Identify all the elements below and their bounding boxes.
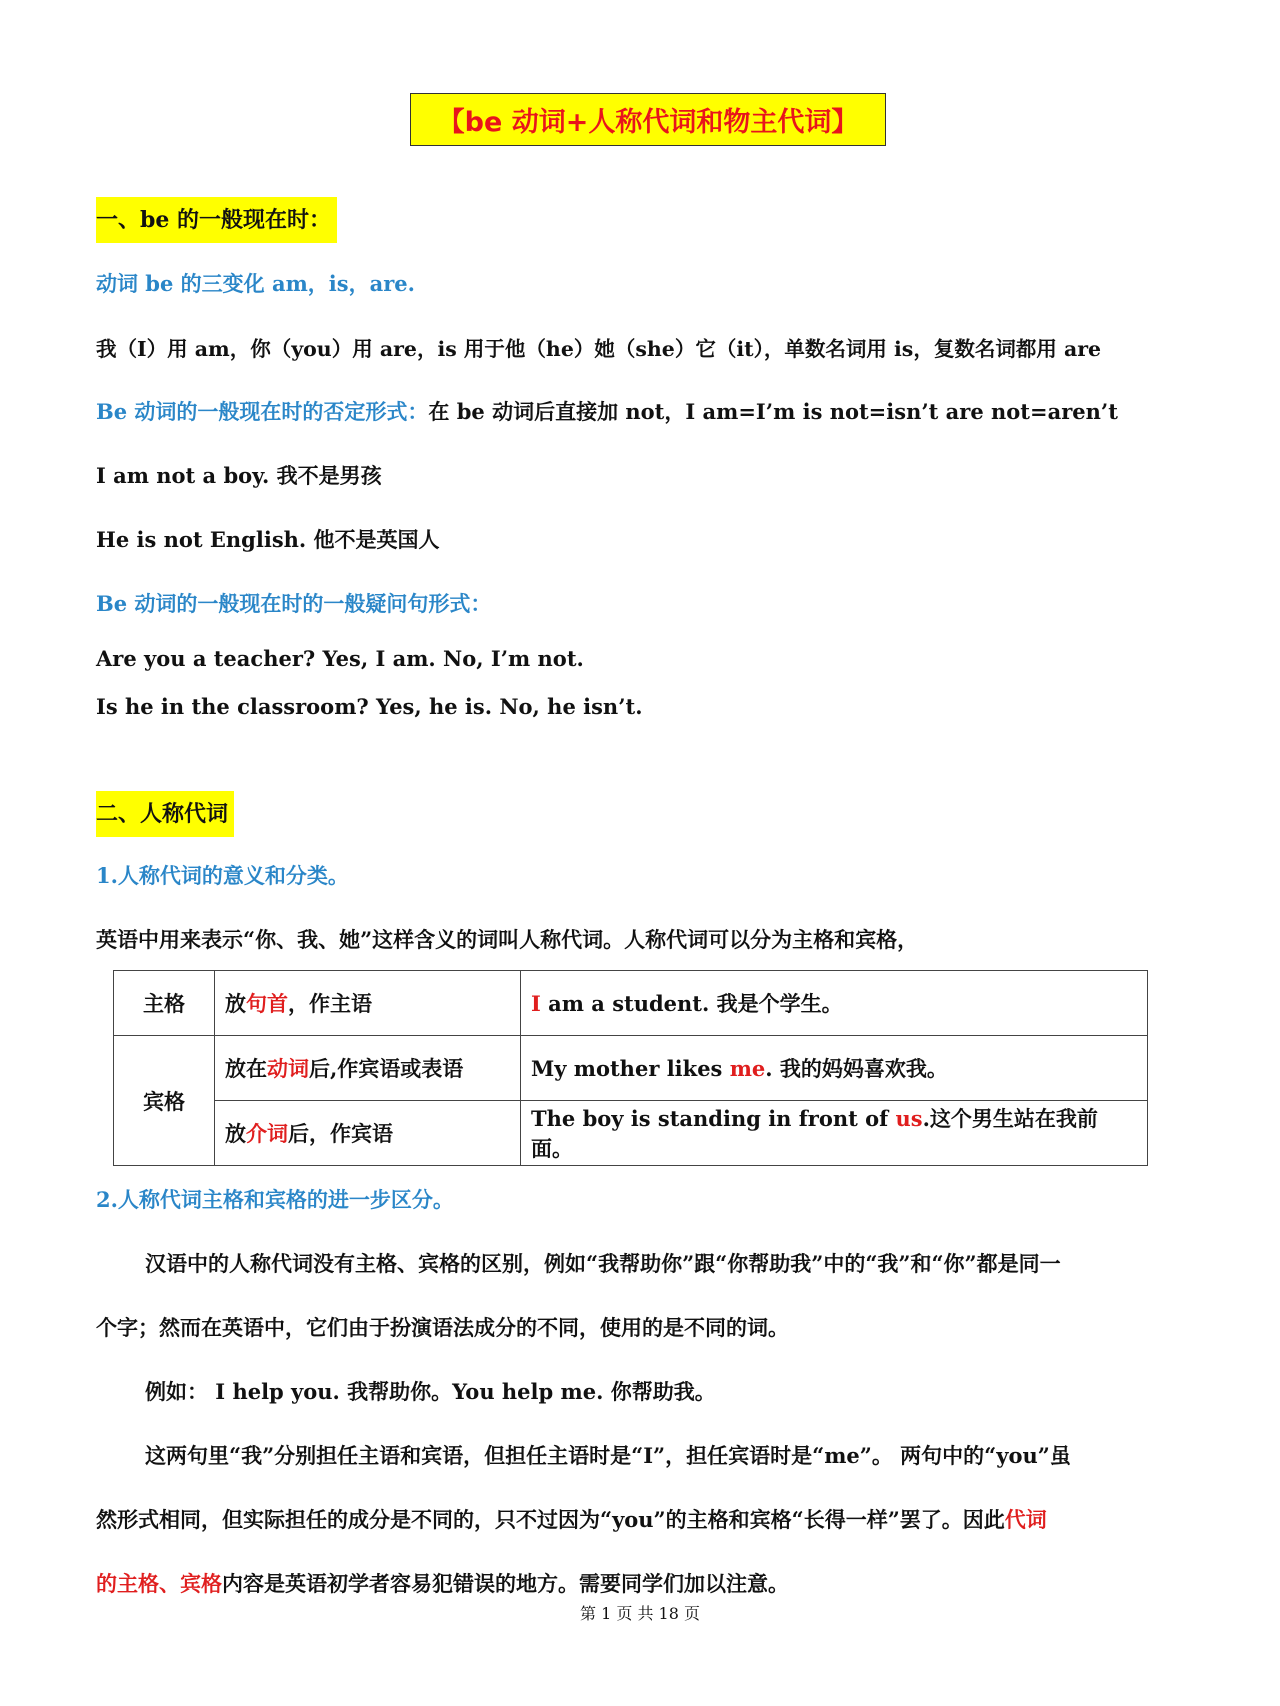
example-text: My mother likes xyxy=(531,1056,730,1081)
paragraph-emphasis: 的主格、宾格 xyxy=(96,1571,222,1596)
page-title: 【be 动词+人称代词和物主代词】 xyxy=(410,93,886,146)
section2-sub1: 1.人称代词的意义和分类。 xyxy=(96,863,349,888)
usage-text: 后,作宾语或表语 xyxy=(309,1056,464,1081)
page-footer: 第 1 页 共 18 页 xyxy=(580,1604,700,1623)
example-pronoun: me xyxy=(729,1056,766,1081)
example-cell xyxy=(521,971,1148,1036)
section2-heading xyxy=(96,797,234,828)
question-label: Be 动词的一般现在时的一般疑问句形式： xyxy=(96,591,492,616)
usage-text: ，作主语 xyxy=(288,991,372,1016)
negative-label: Be 动词的一般现在时的否定形式： xyxy=(96,399,429,424)
section2-intro: 英语中用来表示“你、我、她”这样含义的词叫人称代词。人称代词可以分为主格和宾格， xyxy=(96,927,919,952)
section1-example1: I am not a boy. 我不是男孩 xyxy=(96,463,382,488)
table-row xyxy=(114,971,1148,1036)
example-pronoun: I xyxy=(531,991,541,1016)
section1-rule: 我（I）用 am，你（you）用 are，is 用于他（he）她（she）它（it），单数名词用 is，复数名词都用 are xyxy=(96,337,1102,361)
paragraph3-line1: 这两句里“我”分别担任主语和宾语，但担任主语时是“I”，担任宾语时是“me”。 两句中的“you”虽 xyxy=(145,1443,1071,1468)
paragraph-emphasis: 代词 xyxy=(1004,1507,1047,1532)
table-row xyxy=(114,1101,1148,1166)
section1-example2: He is not English. 他不是英国人 xyxy=(96,527,440,552)
negative-text: 在 be 动词后直接加 not，I am=I’m is not=isn’t are not=aren’t xyxy=(428,399,1118,424)
section1-sub1: 动词 be 的三变化 am，is，are. xyxy=(96,271,415,296)
usage-cell xyxy=(215,1101,521,1166)
usage-text: 放 xyxy=(225,1121,246,1146)
section1-negative xyxy=(96,396,1118,426)
nominative-cell: 主格 xyxy=(114,971,215,1036)
usage-keyword: 句首 xyxy=(246,991,288,1016)
section1-heading xyxy=(96,203,337,234)
usage-cell xyxy=(215,971,521,1036)
paragraph3-line3 xyxy=(96,1568,789,1598)
usage-text: 放在 xyxy=(225,1056,267,1081)
example-cell xyxy=(521,1036,1148,1101)
paragraph-text: 然形式相同，但实际担任的成分是不同的，只不过因为“you”的主格和宾格“长得一样”罢了。因此 xyxy=(96,1507,1005,1532)
usage-keyword: 动词 xyxy=(267,1056,309,1081)
usage-text: 后，作宾语 xyxy=(288,1121,393,1146)
paragraph1-line1: 汉语中的人称代词没有主格、宾格的区别，例如“我帮助你”跟“你帮助我”中的“我”和“你”都是同一 xyxy=(145,1251,1061,1276)
paragraph1-line2: 个字；然而在英语中，它们由于扮演语法成分的不同，使用的是不同的词。 xyxy=(96,1315,789,1340)
example-cell xyxy=(521,1101,1148,1166)
usage-text: 放 xyxy=(225,991,246,1016)
question-example1: Are you a teacher? Yes, I am. No, I’m not. xyxy=(96,646,584,671)
paragraph-text: 内容是英语初学者容易犯错误的地方。需要同学们加以注意。 xyxy=(222,1571,789,1596)
table-row xyxy=(114,1036,1148,1101)
usage-keyword: 介词 xyxy=(246,1121,288,1146)
example-text: . 我的妈妈喜欢我。 xyxy=(765,1056,948,1081)
example-text: The boy is standing in front of xyxy=(531,1106,896,1131)
objective-cell: 宾格 xyxy=(114,1036,215,1166)
section1-heading-highlight: 一、be 的一般现在时： xyxy=(96,197,337,243)
section2-sub2: 2.人称代词主格和宾格的进一步区分。 xyxy=(96,1187,454,1212)
section2-heading-highlight: 二、人称代词 xyxy=(96,791,234,837)
example-pronoun: us xyxy=(895,1106,923,1131)
paragraph2: 例如： I help you. 我帮助你。You help me. 你帮助我。 xyxy=(145,1379,716,1404)
example-text: am a student. 我是个学生。 xyxy=(540,991,843,1016)
question-example2: Is he in the classroom? Yes, he is. No, he isn’t. xyxy=(96,694,643,719)
pronoun-case-table xyxy=(113,970,1148,1166)
paragraph3-line2 xyxy=(96,1504,1047,1534)
example-text: .这个男生站在我前面。 xyxy=(531,1106,1098,1161)
usage-cell xyxy=(215,1036,521,1101)
